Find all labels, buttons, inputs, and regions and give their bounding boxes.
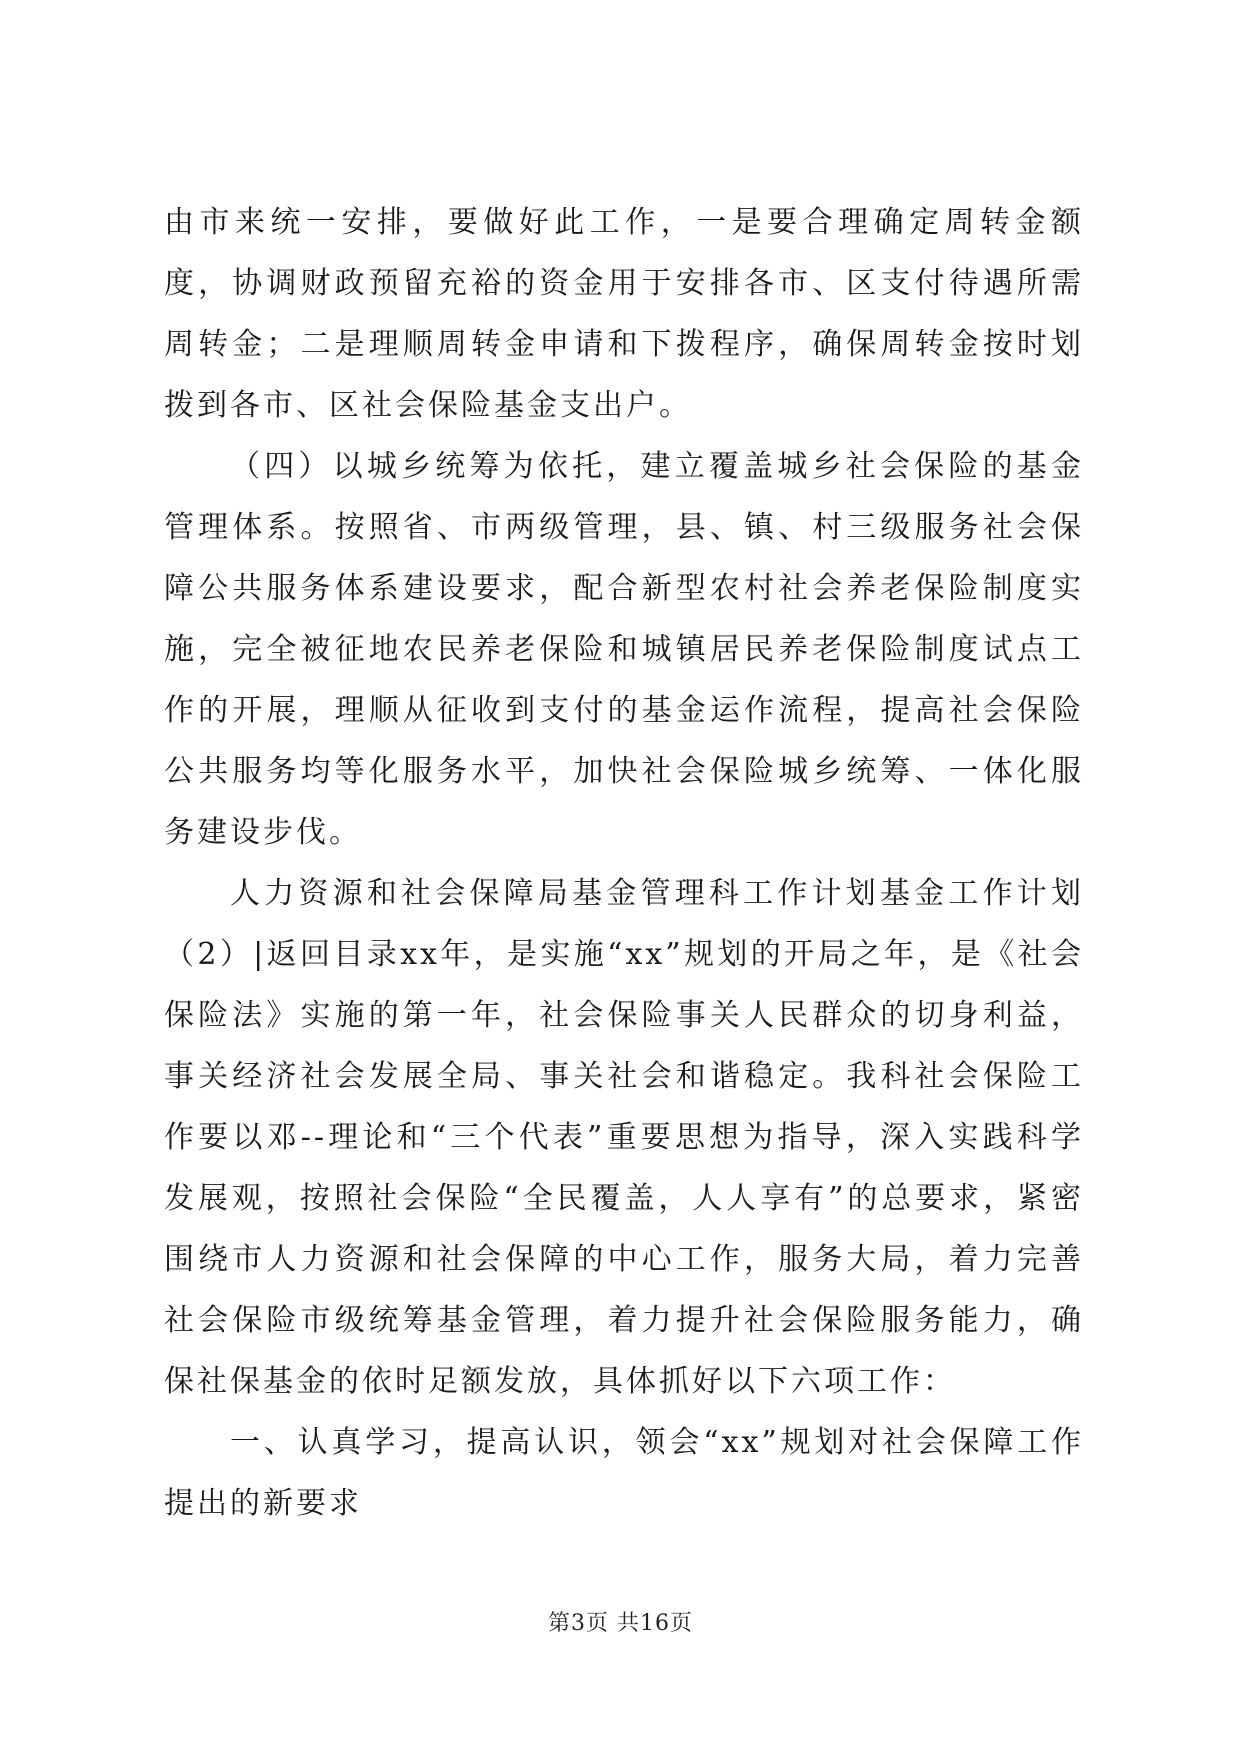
- document-body: [164, 192, 1084, 1534]
- page-number-footer: 第3页 共16页: [548, 1611, 693, 1636]
- paragraph-4: 一、认真学习，提高认识，领会“xx”规划对社会保障工作提出的新要求: [164, 1425, 1084, 1521]
- paragraph-2: （四）以城乡统筹为依托，建立覆盖城乡社会保险的基金管理体系。按照省、市两级管理，县、镇、村三级服务社会保障公共服务体系建设要求，配合新型农村社会养老保险制度实施，完全被征地农民养老保险和城镇居民养老保险制度试点工作的开展，理顺从征收到支付的基金运作流程，提高社会保险公共服务均等化服务水平，加快社会保险城乡统筹、一体化服务建设步伐。: [164, 449, 1084, 850]
- paragraph-1: 由市来统一安排，要做好此工作，一是要合理确定周转金额度，协调财政预留充裕的资金用于安排各市、区支付待遇所需周转金；二是理顺周转金申请和下拨程序，确保周转金按时划拨到各市、区社会保险基金支出户。: [164, 205, 1084, 423]
- paragraph-3: 人力资源和社会保障局基金管理科工作计划基金工作计划（2）|返回目录xx年，是实施“xx”规划的开局之年，是《社会保险法》实施的第一年，社会保险事关人民群众的切身利益，事关经济社会发展全局、事关社会和谐稳定。我科社会保险工作要以邓--理论和“三个代表”重要思想为指导，深入实践科学发展观，按照社会保险“全民覆盖，人人享有”的总要求，紧密围绕市人力资源和社会保障的中心工作，服务大局，着力完善社会保险市级统筹基金管理，着力提升社会保险服务能力，确保社保基金的依时足额发放，具体抓好以下六项工作：: [164, 876, 1084, 1399]
